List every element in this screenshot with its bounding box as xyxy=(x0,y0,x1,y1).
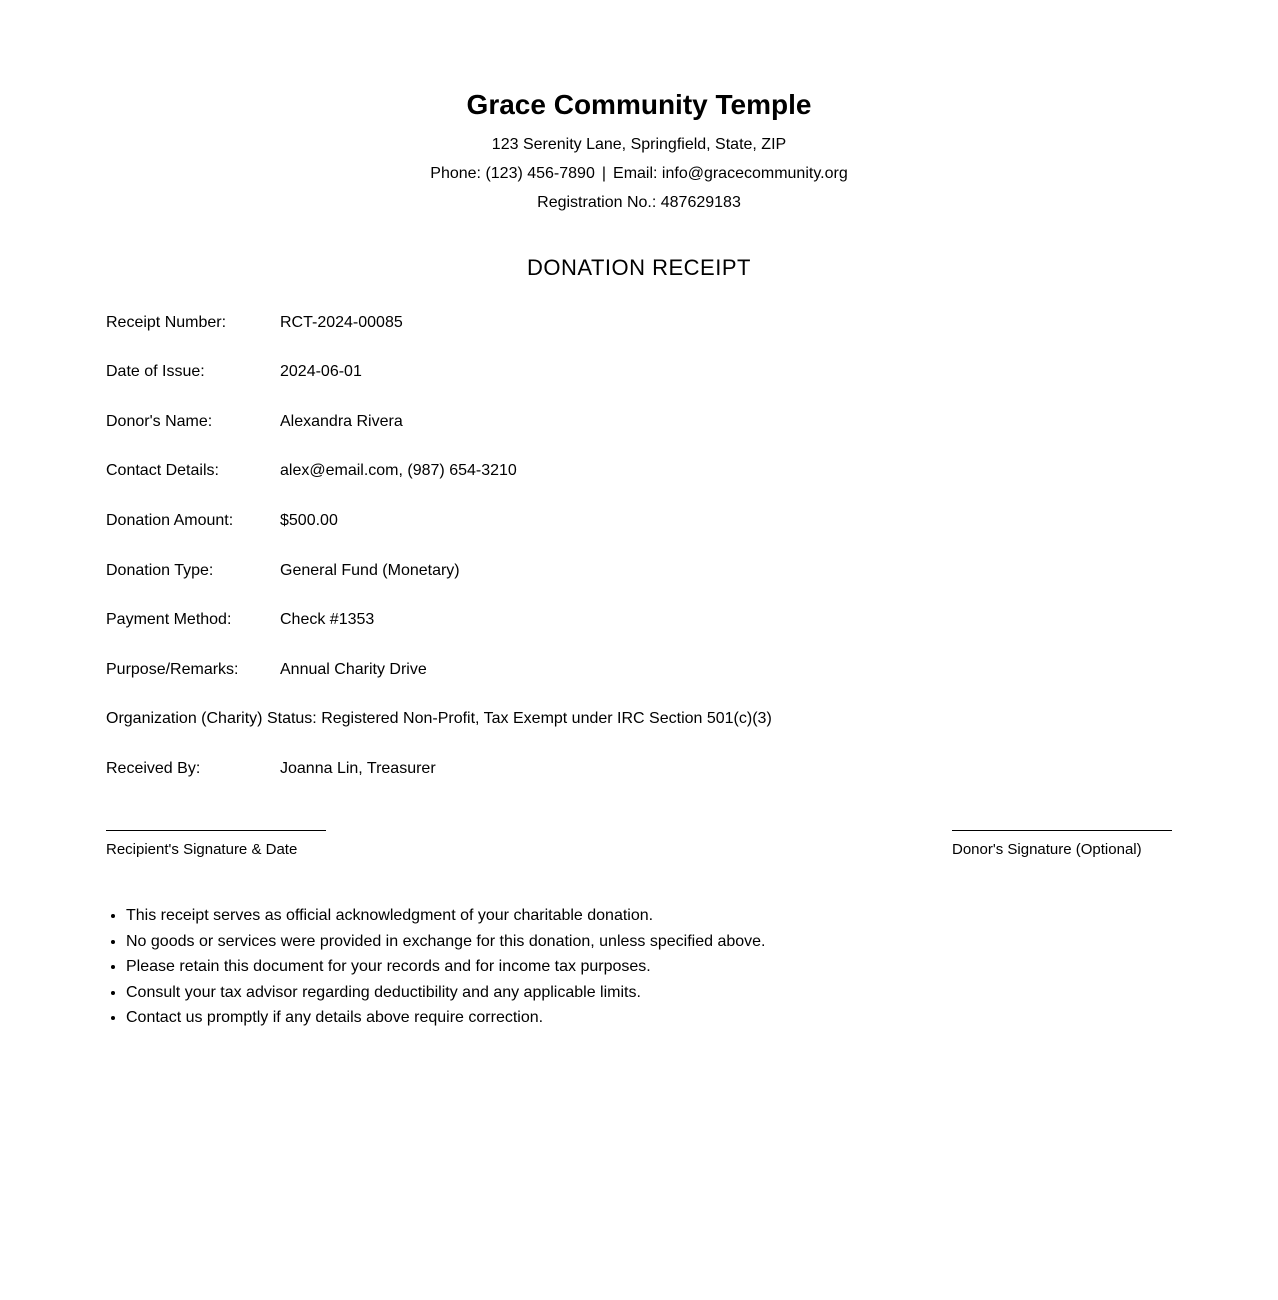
receipt-title: DONATION RECEIPT xyxy=(527,255,751,280)
field-value: alex@email.com, (987) 654-3210 xyxy=(280,462,517,479)
signature-line xyxy=(952,830,1172,831)
organization-registration: Registration No.: 487629183 xyxy=(537,194,741,211)
organization-name: Grace Community Temple xyxy=(466,89,812,120)
field-donation-type xyxy=(106,561,1172,583)
field-contact-details xyxy=(106,461,1172,483)
donor-signature-block xyxy=(952,830,1172,859)
signature-line xyxy=(106,830,326,831)
field-label: Receipt Number: xyxy=(106,314,227,331)
list-item: • Contact us promptly if any details above require correction. xyxy=(126,1005,765,1031)
field-label: Purpose/Remarks: xyxy=(106,661,239,678)
field-donor-name xyxy=(106,412,1172,434)
list-item: • No goods or services were provided in exchange for this donation, unless specified above. xyxy=(126,929,765,955)
field-value: $500.00 xyxy=(280,512,338,529)
field-label: Donor's Name: xyxy=(106,413,213,430)
field-organization-status xyxy=(106,709,772,729)
field-label: Contact Details: xyxy=(106,462,219,479)
donor-signature-label: Donor's Signature (Optional) xyxy=(952,841,1142,858)
field-value: Annual Charity Drive xyxy=(280,661,427,678)
list-item: • Consult your tax advisor regarding deductibility and any applicable limits. xyxy=(126,980,765,1006)
field-receipt-number xyxy=(106,313,1172,335)
field-value: Check #1353 xyxy=(280,611,375,628)
recipient-signature-label: Recipient's Signature & Date xyxy=(106,841,298,858)
field-received-by xyxy=(106,759,1172,781)
field-value: 2024-06-01 xyxy=(280,363,362,380)
organization-address: 123 Serenity Lane, Springfield, State, ZIP xyxy=(491,136,787,153)
field-label: Payment Method: xyxy=(106,611,232,628)
recipient-signature-block xyxy=(106,830,326,859)
field-label: Donation Amount: xyxy=(106,512,234,529)
field-value: Joanna Lin, Treasurer xyxy=(280,760,436,777)
field-label: Date of Issue: xyxy=(106,363,205,380)
field-value: RCT-2024-00085 xyxy=(280,314,403,331)
list-item: • This receipt serves as official acknowledgment of your charitable donation. xyxy=(126,903,765,929)
field-purpose-remarks xyxy=(106,660,1172,682)
organization-email: Email: info@gracecommunity.org xyxy=(613,165,848,182)
contact-separator: | xyxy=(601,165,607,182)
status-label: Organization (Charity) Status: xyxy=(106,710,317,727)
field-value: General Fund (Monetary) xyxy=(280,562,460,579)
field-date-of-issue xyxy=(106,362,1172,384)
field-label: Donation Type: xyxy=(106,562,214,579)
field-label: Received By: xyxy=(106,760,201,777)
status-value: Registered Non-Profit, Tax Exempt under IRC Section 501(c)(3) xyxy=(321,710,772,727)
field-payment-method xyxy=(106,610,1172,632)
organization-contact xyxy=(106,164,1172,184)
notes-list xyxy=(106,903,765,1031)
organization-phone: Phone: (123) 456-7890 xyxy=(430,165,595,182)
list-item: • Please retain this document for your records and for income tax purposes. xyxy=(126,954,765,980)
field-donation-amount xyxy=(106,511,1172,533)
field-value: Alexandra Rivera xyxy=(280,413,403,430)
